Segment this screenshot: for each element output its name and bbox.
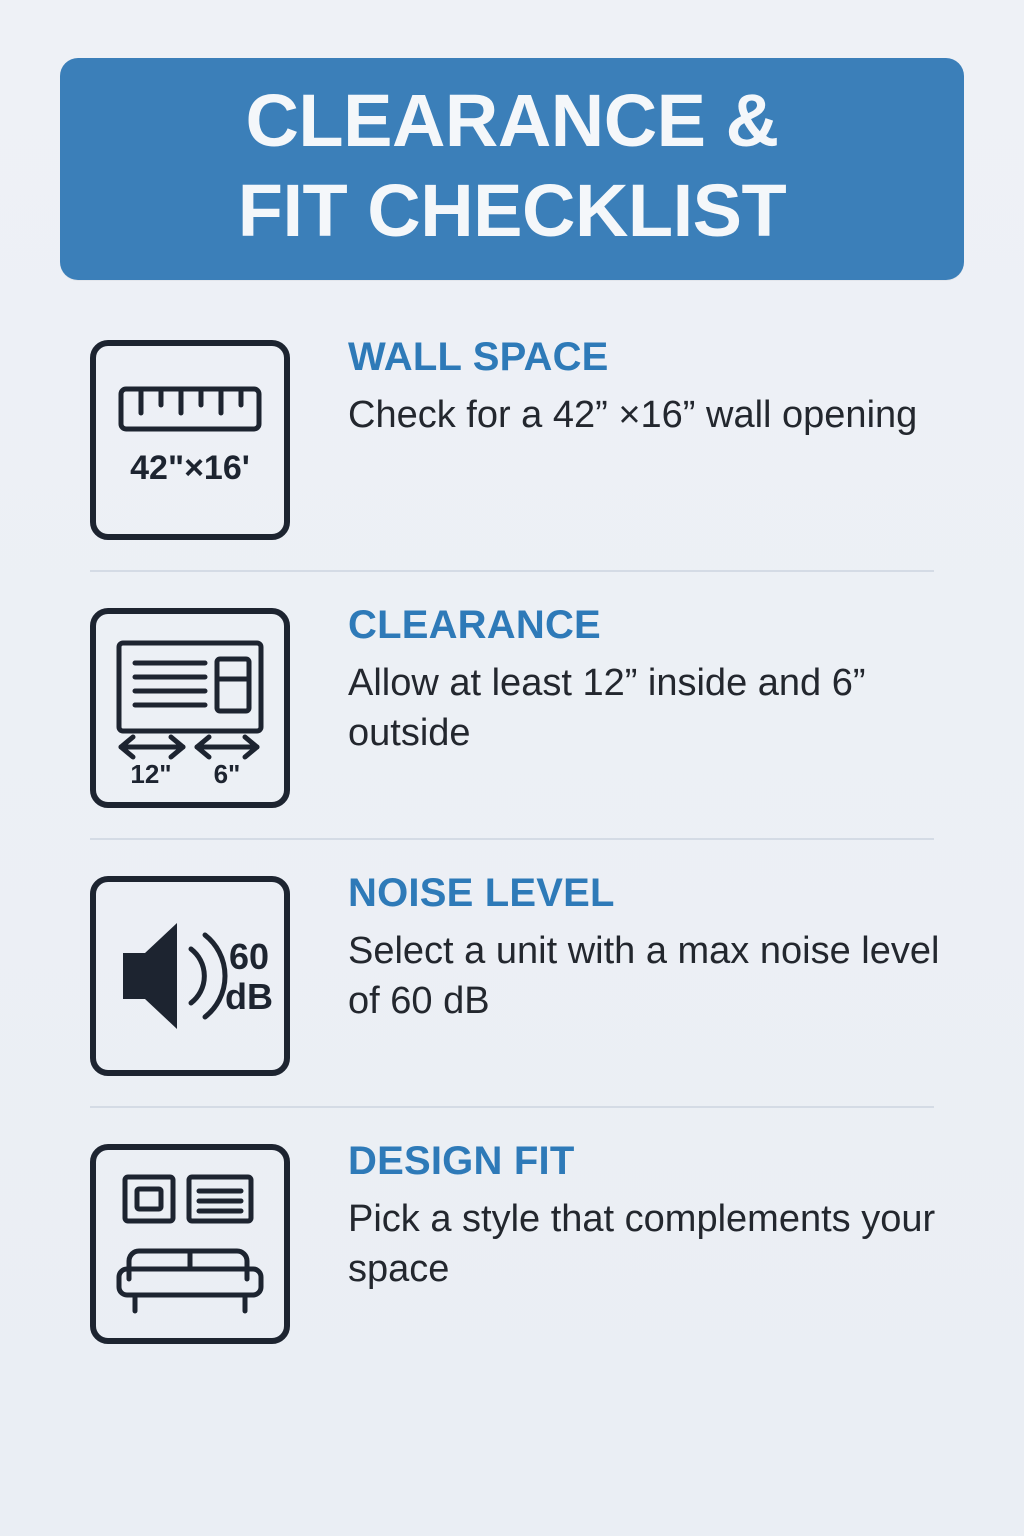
item-description: Select a unit with a max noise level of 60 dB	[348, 930, 940, 1023]
item-description: Allow at least 12” inside and 6” outside	[348, 662, 866, 755]
ruler-icon	[90, 340, 290, 540]
item-text	[290, 870, 964, 1026]
divider	[90, 1106, 934, 1108]
header-banner	[60, 58, 964, 280]
checklist-item-clearance	[60, 602, 964, 808]
checklist-item-noise-level	[60, 870, 964, 1076]
checklist	[60, 334, 964, 1344]
page-title-line-1: CLEARANCE &	[245, 79, 779, 162]
divider	[90, 838, 934, 840]
ruler-icon-label: 42"×16'	[130, 449, 250, 487]
item-title: CLEARANCE	[348, 603, 601, 647]
checklist-item-wall-space	[60, 334, 964, 540]
fireplace-clearance-icon	[90, 608, 290, 808]
item-description: Pick a style that complements your space	[348, 1198, 936, 1291]
item-title: DESIGN FIT	[348, 1139, 575, 1183]
item-text	[290, 334, 964, 440]
clearance-icon-label-left: 12"	[130, 759, 172, 789]
item-title: NOISE LEVEL	[348, 871, 615, 915]
divider	[90, 570, 934, 572]
item-text	[290, 602, 964, 758]
living-room-icon	[90, 1144, 290, 1344]
speaker-icon-label-unit: dB	[225, 976, 273, 1017]
icon-container	[90, 870, 290, 1076]
clearance-icon-label-right: 6"	[213, 759, 241, 789]
item-description: Check for a 42” ×16” wall opening	[348, 394, 918, 436]
speaker-icon-label-value: 60	[228, 936, 270, 977]
item-title: WALL SPACE	[348, 335, 609, 379]
icon-container	[90, 334, 290, 540]
item-text	[290, 1138, 964, 1294]
icon-container	[90, 1138, 290, 1344]
speaker-icon	[90, 876, 290, 1076]
icon-container	[90, 602, 290, 808]
page-title-line-2: FIT CHECKLIST	[237, 169, 787, 252]
checklist-item-design-fit	[60, 1138, 964, 1344]
